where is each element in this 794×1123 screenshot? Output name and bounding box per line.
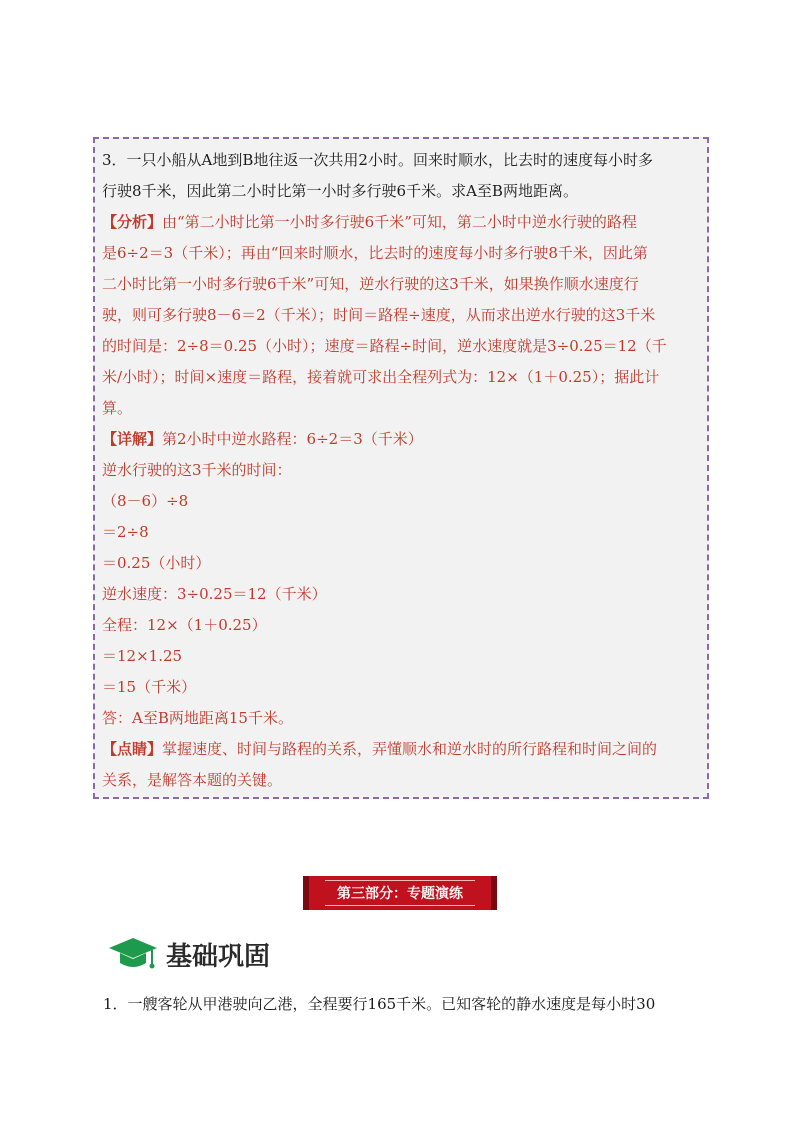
comment-tag: 【点睛】 bbox=[102, 740, 163, 758]
comment-text: 【点睛】掌握速度、时间与路程的关系，弄懂顺水和逆水时的所行路程和时间之间的 bbox=[102, 740, 658, 758]
next-question-text: 1．一艘客轮从甲港驶向乙港，全程要行165千米。已知客轮的静水速度是每小时30 bbox=[103, 995, 656, 1013]
detail-text: 答：A至B两地距离15千米。 bbox=[102, 709, 293, 727]
detail-text: ＝12×1.25 bbox=[102, 647, 183, 665]
analysis-text: 是6÷2＝3（千米）；再由“回来时顺水，比去时的速度每小时多行驶8千米，因此第 bbox=[102, 244, 648, 262]
detail-text: ＝15（千米） bbox=[102, 678, 197, 696]
analysis-text: 米/小时）；时间×速度＝路程，接着就可求出全程列式为：12×（1＋0.25）；据此计 bbox=[102, 368, 660, 386]
question-text: 3．一只小船从A地到B地往返一次共用2小时。回来时顺水，比去时的速度每小时多 bbox=[102, 151, 653, 169]
detail-text: ＝0.25（小时） bbox=[102, 554, 211, 572]
analysis-text: 的时间是：2÷8＝0.25（小时）；速度＝路程÷时间，逆水速度就是3÷0.25＝12（千 bbox=[102, 337, 667, 355]
analysis-text: 二小时比第一小时多行驶6千米”可知，逆水行驶的这3千米，如果换作顺水速度行 bbox=[102, 275, 639, 293]
section-heading bbox=[108, 932, 270, 976]
analysis-tag: 【分析】 bbox=[102, 213, 163, 231]
detail-text: ＝2÷8 bbox=[102, 523, 149, 541]
detail-tag: 【详解】 bbox=[102, 430, 163, 448]
section-banner-label: 第三部分：专题演练 bbox=[325, 880, 475, 906]
analysis-text: 算。 bbox=[102, 399, 133, 417]
detail-text: 【详解】第2小时中逆水路程：6÷2＝3（千米） bbox=[102, 430, 423, 448]
graduation-cap-icon bbox=[108, 934, 158, 974]
detail-text: （8－6）÷8 bbox=[102, 492, 189, 510]
section-banner bbox=[303, 876, 497, 910]
detail-text: 全程：12×（1＋0.25） bbox=[102, 616, 267, 634]
detail-text: 逆水行驶的这3千米的时间： bbox=[102, 461, 292, 479]
section-title: 基础巩固 bbox=[166, 941, 271, 972]
comment-text: 关系，是解答本题的关键。 bbox=[102, 771, 283, 789]
detail-text: 逆水速度：3÷0.25＝12（千米） bbox=[102, 585, 327, 603]
analysis-text: 驶，则可多行驶8－6＝2（千米）；时间＝路程÷速度，从而求出逆水行驶的这3千米 bbox=[102, 306, 656, 324]
analysis-text: 【分析】由“第二小时比第一小时多行驶6千米”可知，第二小时中逆水行驶的路程 bbox=[102, 213, 637, 231]
question-text: 行驶8千米，因此第二小时比第一小时多行驶6千米。求A至B两地距离。 bbox=[102, 182, 578, 200]
